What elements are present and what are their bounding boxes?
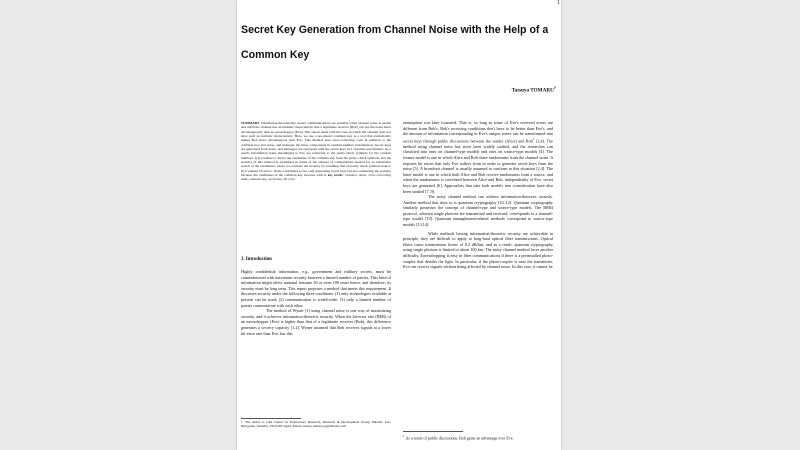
author-footnote-mark: †: [553, 85, 556, 90]
abstract-label: SUMMARY: [241, 121, 260, 125]
paper-title: Secret Key Generation from Channel Noise with the Help of a Common Key: [241, 24, 549, 61]
intro-paragraph-2: The method of Wyner [1] using channel noise is one way of maximizing security, and it achieves information-theoretic security. When the bit-error rate (BER) of an eavesdropper (Eve) is higher than that of a legitimate receiver (Bob), this difference generates a secrecy capacity [1,2]. Wyner assumed that Bob receives signals at a lower bit-error rate than Eve, but this: [241, 308, 391, 336]
footnote-1-text: As a result of public discussions, Bob gains an advantage over Eve.: [404, 435, 514, 441]
footnote-ref-1: 1: [532, 136, 535, 141]
paper-page: [237, 0, 561, 450]
keywords-text: Channel, noise, error-correcting code, common key, secret key, bit error: [241, 173, 392, 182]
right-paragraph-2: The noisy channel method can achieve information-theoretic security. Another method that does so is quantum cryptography [10–12]. Quantum cryptography similarly possesses the concept of channel-type and source-type models. The BB84 protocol, wherein single photons are transmitted and received, corresponds to a channel-type model [10]. Quantum entanglement-related methods correspond to source-type models [13,14].: [403, 194, 553, 228]
footnote-1-mark: 1: [403, 434, 405, 438]
keywords-label: key words:: [327, 173, 344, 178]
introduction-left-column: [241, 269, 391, 336]
footnote-divider-right: [403, 431, 463, 432]
footnote-1: [403, 434, 553, 440]
introduction-right-column: [403, 120, 553, 270]
author-name: Tatsuya TOMARU: [511, 87, 554, 94]
section-heading-introduction: 1. Introduction: [241, 257, 272, 262]
right-paragraph-1-start: assumption was later loosened. That is, so long as some of Eve's received errors are different from Bob's, Bob's receiving conditions don't have to be better than Eve's, and the amount of information corresponding to Eve's unique errors can be transformed into secret keys through public discussions between the sender (Alice) and Bob: [403, 120, 553, 144]
abstract: [241, 121, 391, 182]
abstract-text: Information-theoretically secure communications are possible when channel noise is usable and when the channel has an intrinsic characteristic that a legitimate receiver (Bob) can use the noise more advantageously than an eavesdropper (Eve). This report deals with the case in which the channel does not have such an intrinsic characteristic. Here, we use a pre-shared common key as a tool that extrinsically makes Bob more advantageous than Eve. This method uses error-correcting code in addition to the common key and noise, and manages the three components in random-number transmission. Secret keys are generated from noise, and messages are encrypted with the secret keys in a one-time pad manner. As a result, information leaks meaningful to Eve are restricted to the parity-check symbols for the random numbers. It is possible to derive the candidates of the common key from the parity-check symbols, and the security of this method is quantified in terms of the amount of computations needed for an exhaustive search of the candidates, where we evaluate the security by assuming that all parity check symbols leak to Eve without bit errors. Noise contributes to not only generating secret keys but also enhancing the security because the candidates of the common key increase with it.: [241, 121, 392, 178]
page-marker: 1: [557, 0, 560, 6]
right-paragraph-1: [403, 120, 553, 194]
author-affiliation-footnote: † The author is with Center for Exploratory Research, Research & Development Group, Hitachi, Ltd., Hatoyama, Saitama, 350-0395 Japan. Email: tatsuya.tomaru.yg@hitachi.com: [241, 420, 391, 429]
right-paragraph-1-cont: [3,4]. The method using channel noise has since been widely studied, and the researches can classified into ones on channel-type models and ones on source-type models [4]. The former model is one in which Alice and Bob share randomness from the channel noise. It requires bit errors that only Eve suffers from in order to generate secret keys from the noise [5]. A broadcast channel is usually assumed to conform to this situation [2,4]. The latter model is one in which both Alice and Bob receive randomness from a source, and when the randomness is correlated between Alice and Bob, independently of Eve, secret keys are generated [6]. Approaches that take both models into consideration have also been studied [7–9].: [403, 138, 553, 194]
footnote-divider-left: [241, 418, 301, 419]
author-line: [512, 85, 556, 94]
right-paragraph-3: While methods having information-theoretic security are achievable in principle, they are difficult to apply to long-haul optical fiber transmissions. Optical fibers cause transmission losses of 0.2 dB/km, and as a result, quantum cryptography using single photons is limited to about 100 km. The noisy channel method faces another difficulty. Eavesdropping is easy in fiber communications if there is a preinstalled photo-coupler that divides the light. In particular, if the photo-coupler is near the transmitter, Eve can receive signals without being affected by channel noise. In this case, it cannot be: [403, 230, 553, 270]
intro-paragraph-1: Highly confidential information, e.g., government and military secrets, must be communicated with maximum security between a limited number of parties. This kind of information might affect national fortunes 50 or even 100 years hence, and therefore, its security must be long term. This report proposes a method that meets this requirement. It discusses security under the following three conditions: (1) only technologies available at present can be used; (2) communication is world-wide; (3) only a limited number of parties communicate with each other.: [241, 269, 391, 308]
